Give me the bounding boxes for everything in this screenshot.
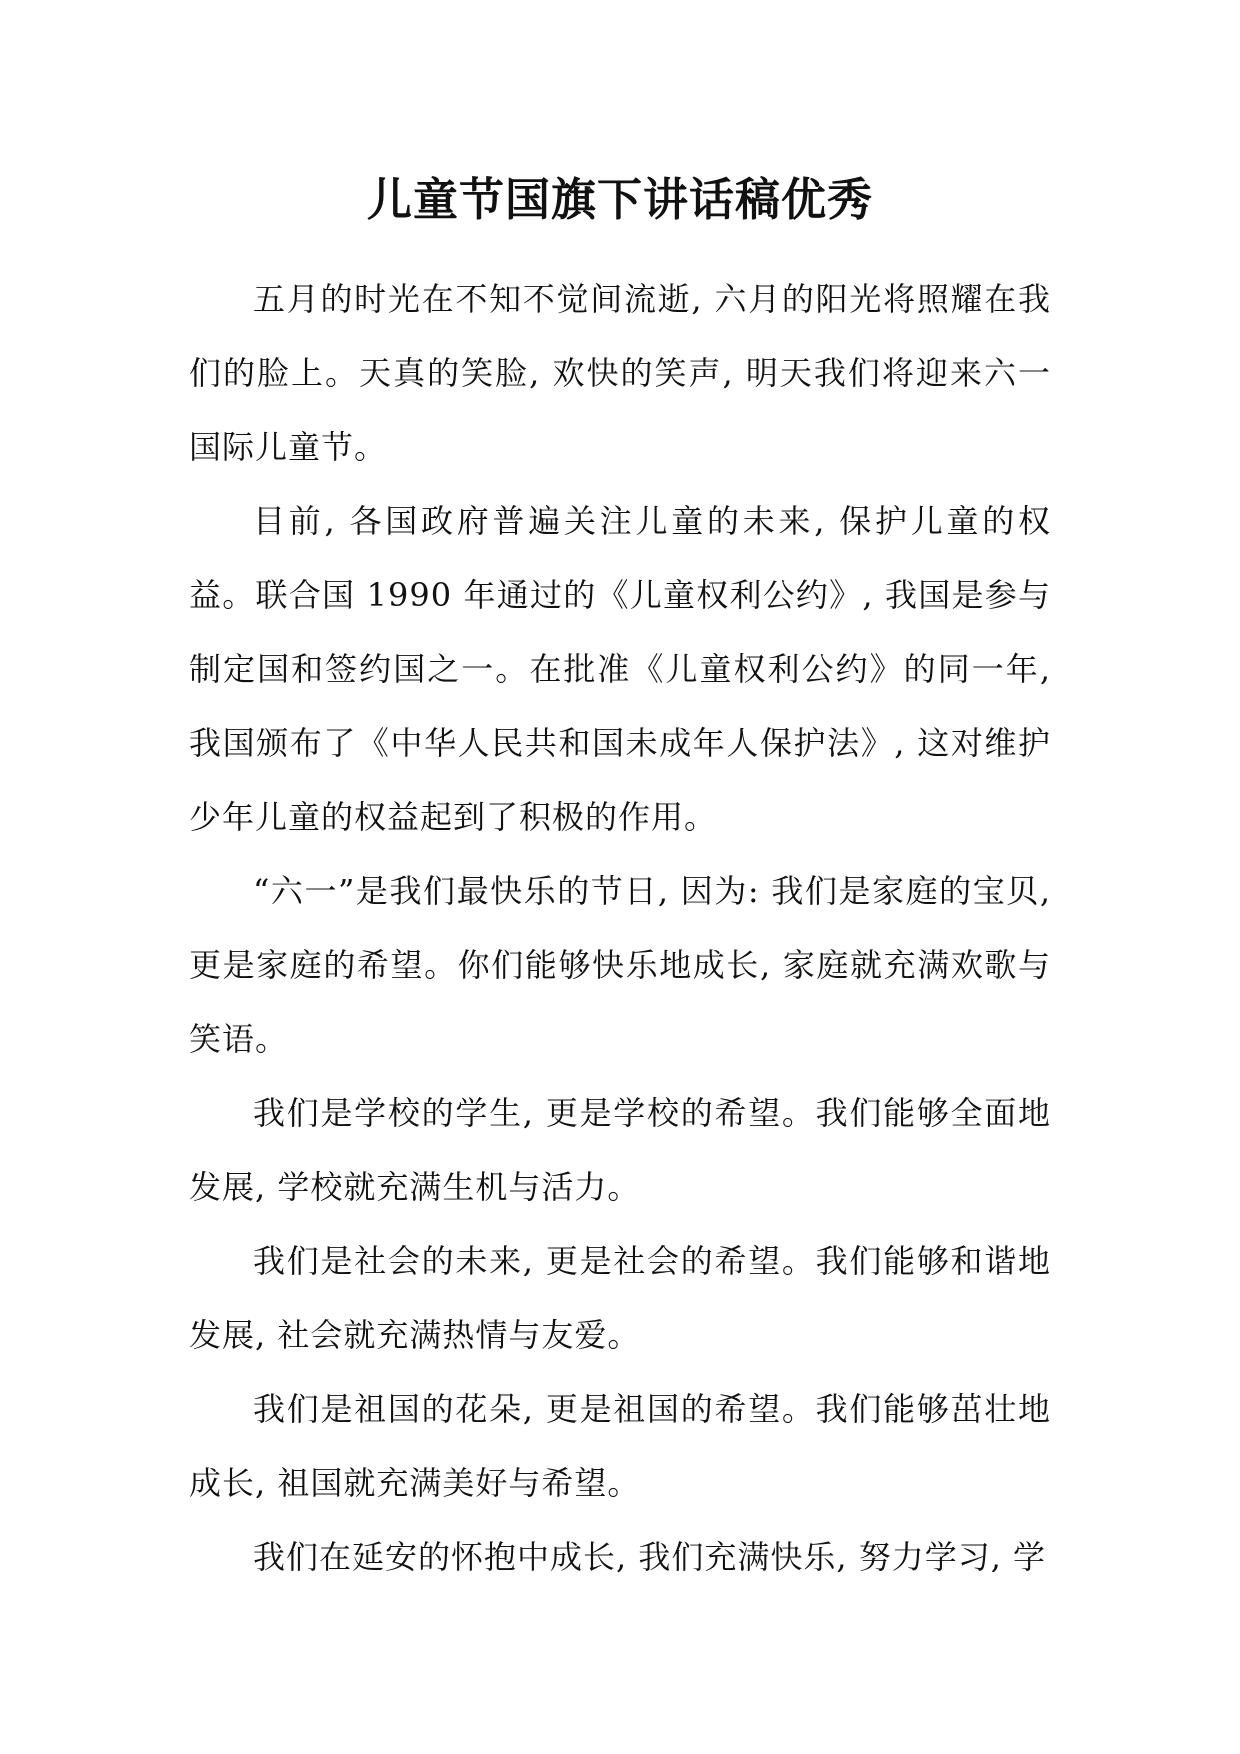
paragraph: 我们是学校的学生, 更是学校的希望。我们能够全面地发展, 学校就充满生机与活力。 bbox=[189, 1094, 1051, 1206]
paragraph: 我们是社会的未来, 更是社会的希望。我们能够和谐地发展, 社会就充满热情与友爱。 bbox=[189, 1242, 1051, 1354]
paragraph: 我们在延安的怀抱中成长, 我们充满快乐, 努力学习, 学 bbox=[253, 1538, 1047, 1576]
paragraph: 我们是祖国的花朵, 更是祖国的希望。我们能够茁壮地成长, 祖国就充满美好与希望。 bbox=[189, 1390, 1051, 1502]
document-title: 儿童节国旗下讲话稿优秀 bbox=[366, 173, 873, 226]
paragraph: 目前, 各国政府普遍关注儿童的未来, 保护儿童的权益。联合国 1990 年通过的《儿童权利公约》, 我国是参与制定国和签约国之一。在批准《儿童权利公约》的同一年, 我国颁布了《中华人民共和国未成年人保护法》, 这对维护少年儿童的权益起到了积极的作用。 bbox=[189, 502, 1051, 836]
paragraph: 五月的时光在不知不觉间流逝, 六月的阳光将照耀在我们的脸上。天真的笑脸, 欢快的笑声, 明天我们将迎来六一国际儿童节。 bbox=[189, 280, 1051, 466]
document-body bbox=[189, 262, 1051, 1594]
paragraph: “六一”是我们最快乐的节日, 因为: 我们是家庭的宝贝, 更是家庭的希望。你们能够快乐地成长, 家庭就充满欢歌与笑语。 bbox=[189, 872, 1051, 1058]
